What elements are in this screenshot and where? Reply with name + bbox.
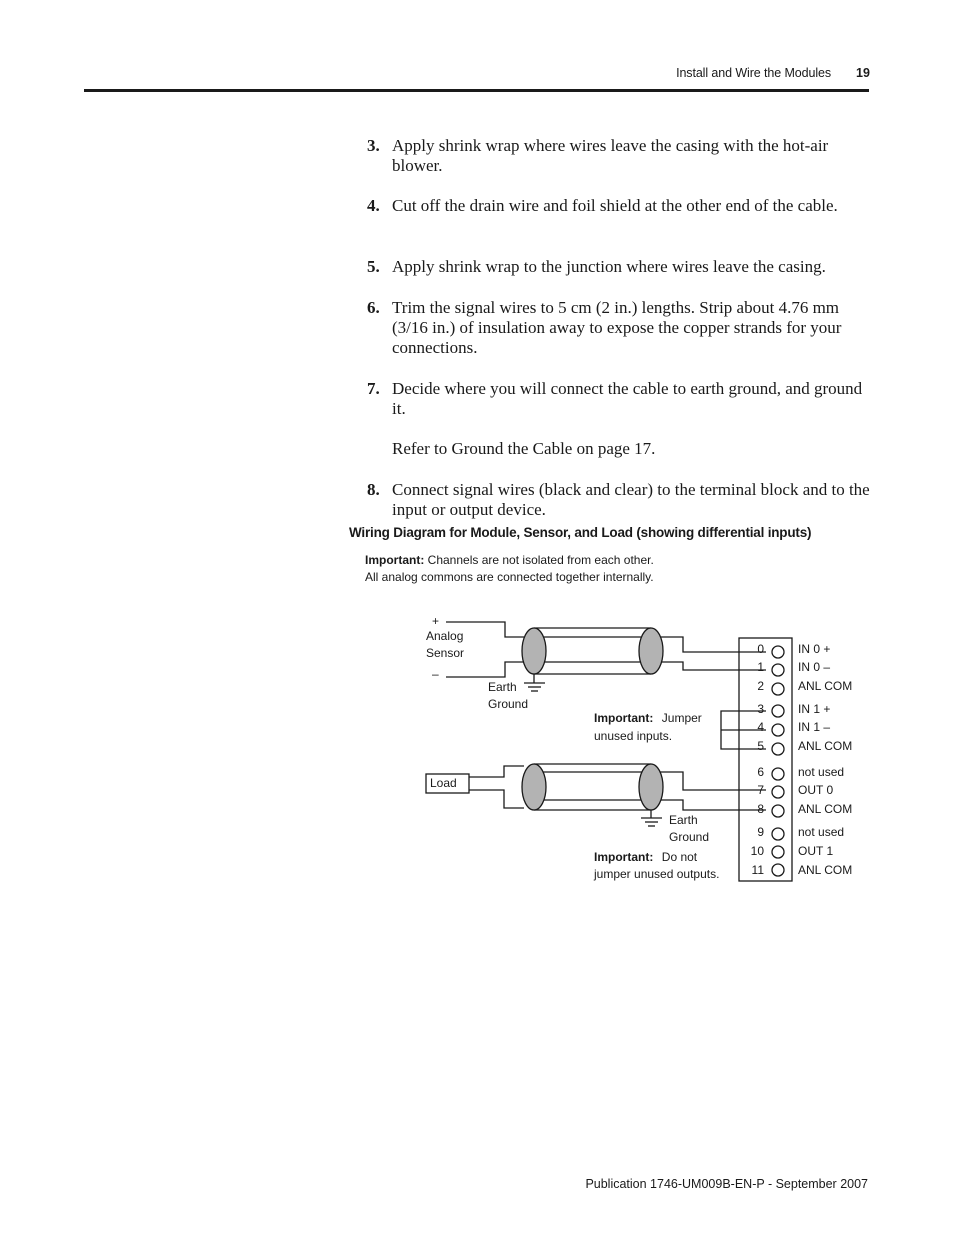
terminal-num-7: 7 xyxy=(757,783,764,797)
terminal-label-9: not used xyxy=(798,825,845,839)
running-header-title: Install and Wire the Modules xyxy=(676,66,831,80)
cable-1-to-in0-plus xyxy=(660,637,766,652)
cable-2-to-out0 xyxy=(660,772,766,790)
terminal-num-0: 0 xyxy=(757,642,764,656)
terminal-label-3: IN 1 + xyxy=(798,702,831,716)
terminal-num-10: 10 xyxy=(750,844,764,858)
step-text: Apply shrink wrap to the junction where wires leave the casing. xyxy=(392,257,826,276)
page-number: 19 xyxy=(856,66,870,80)
step-text: Connect signal wires (black and clear) to the terminal block and to the input or output device. xyxy=(392,480,870,519)
outputs-note-line-2: jumper unused outputs. xyxy=(594,867,720,881)
terminal-block xyxy=(739,638,792,881)
terminal-label-0: IN 0 + xyxy=(798,642,831,656)
step-text: Decide where you will connect the cable to earth ground, and ground it. xyxy=(392,379,863,418)
terminal-num-11: 11 xyxy=(751,863,764,877)
cable-1-end-left xyxy=(522,628,546,674)
step-text: Trim the signal wires to 5 cm (2 in.) lengths. Strip about 4.76 mm (3/16 in.) of insulation away to expose the copper strands for your connections. xyxy=(392,298,842,357)
terminal-label-2: ANL COM xyxy=(798,679,853,693)
terminal-screw-1 xyxy=(772,664,784,676)
step-number: 7. xyxy=(367,379,380,398)
terminal-label-11: ANL COM xyxy=(798,863,853,877)
outputs-note-line-1 xyxy=(594,848,698,865)
terminal-label-8: ANL COM xyxy=(798,802,853,816)
step-number: 4. xyxy=(367,196,380,215)
terminal-num-4: 4 xyxy=(757,720,764,734)
terminal-screw-0 xyxy=(772,646,784,658)
terminal-screw-9 xyxy=(772,828,784,840)
jumper-note-line-1 xyxy=(594,709,702,726)
publication-footer: Publication 1746-UM009B-EN-P - September 2007 xyxy=(585,1177,868,1191)
terminal-num-5: 5 xyxy=(757,739,764,753)
cable-1-to-in0-minus xyxy=(660,662,766,670)
jumper-note-line-2: unused inputs. xyxy=(594,729,673,743)
terminal-label-10: OUT 1 xyxy=(798,844,834,858)
terminal-num-9: 9 xyxy=(757,825,764,839)
terminal-label-1: IN 0 – xyxy=(798,660,831,674)
terminal-screw-2 xyxy=(772,683,784,695)
sensor-minus-label: – xyxy=(432,667,439,681)
earth-ground-2-line-2: Ground xyxy=(669,830,710,844)
terminal-label-6: not used xyxy=(798,765,845,779)
earth-ground-1-line-1: Earth xyxy=(488,680,517,694)
load-label: Load xyxy=(430,776,457,790)
terminal-label-5: ANL COM xyxy=(798,739,853,753)
step-7-reference: Refer to Ground the Cable on page 17. xyxy=(392,439,656,458)
terminal-num-1: 1 xyxy=(757,660,764,674)
terminal-screw-5 xyxy=(772,743,784,755)
load-wire-bottom xyxy=(469,790,524,808)
terminal-screw-4 xyxy=(772,724,784,736)
terminal-screw-10 xyxy=(772,846,784,858)
step-text: Cut off the drain wire and foil shield at the other end of the cable. xyxy=(392,196,838,215)
sensor-label-line-2: Sensor xyxy=(426,646,465,660)
cable-2-end-right xyxy=(639,764,663,810)
terminal-label-4: IN 1 – xyxy=(798,720,831,734)
terminal-num-8: 8 xyxy=(757,802,764,816)
sensor-minus-wire xyxy=(446,662,524,677)
terminal-label-7: OUT 0 xyxy=(798,783,834,797)
sensor-label-line-1: Analog xyxy=(426,629,464,643)
terminal-screw-8 xyxy=(772,805,784,817)
cable-2-end-left xyxy=(522,764,546,810)
earth-ground-2-line-1: Earth xyxy=(669,813,698,827)
important-label: Important: xyxy=(365,553,425,567)
terminal-screw-11 xyxy=(772,864,784,876)
cable-1-end-right xyxy=(639,628,663,674)
outputs-note-bold: Important: xyxy=(594,850,654,864)
terminal-screw-3 xyxy=(772,705,784,717)
load-wire-top xyxy=(469,766,524,777)
step-text: Apply shrink wrap where wires leave the casing with the hot-air blower. xyxy=(392,136,829,175)
figure-title: Wiring Diagram for Module, Sensor, and Load (showing differential inputs) xyxy=(349,525,812,540)
terminal-screw-7 xyxy=(772,786,784,798)
terminal-num-3: 3 xyxy=(757,702,764,716)
jumper-note-bold: Important: xyxy=(594,711,654,725)
sensor-plus-label: + xyxy=(432,614,440,628)
terminal-screw-6 xyxy=(772,768,784,780)
important-line-1: Channels are not isolated from each other. xyxy=(427,553,654,567)
terminal-num-2: 2 xyxy=(757,679,764,693)
terminal-num-6: 6 xyxy=(757,765,764,779)
jumper-note-text: Jumper xyxy=(661,711,702,725)
step-number: 8. xyxy=(367,480,380,499)
step-number: 5. xyxy=(367,257,380,276)
earth-ground-1-line-2: Ground xyxy=(488,697,529,711)
step-number: 3. xyxy=(367,136,380,155)
outputs-note-text: Do not xyxy=(661,850,698,864)
figure-important-note-line-2: All analog commons are connected together internally. xyxy=(365,570,654,584)
cable-2-to-anlcom xyxy=(660,800,766,810)
step-number: 6. xyxy=(367,298,380,317)
